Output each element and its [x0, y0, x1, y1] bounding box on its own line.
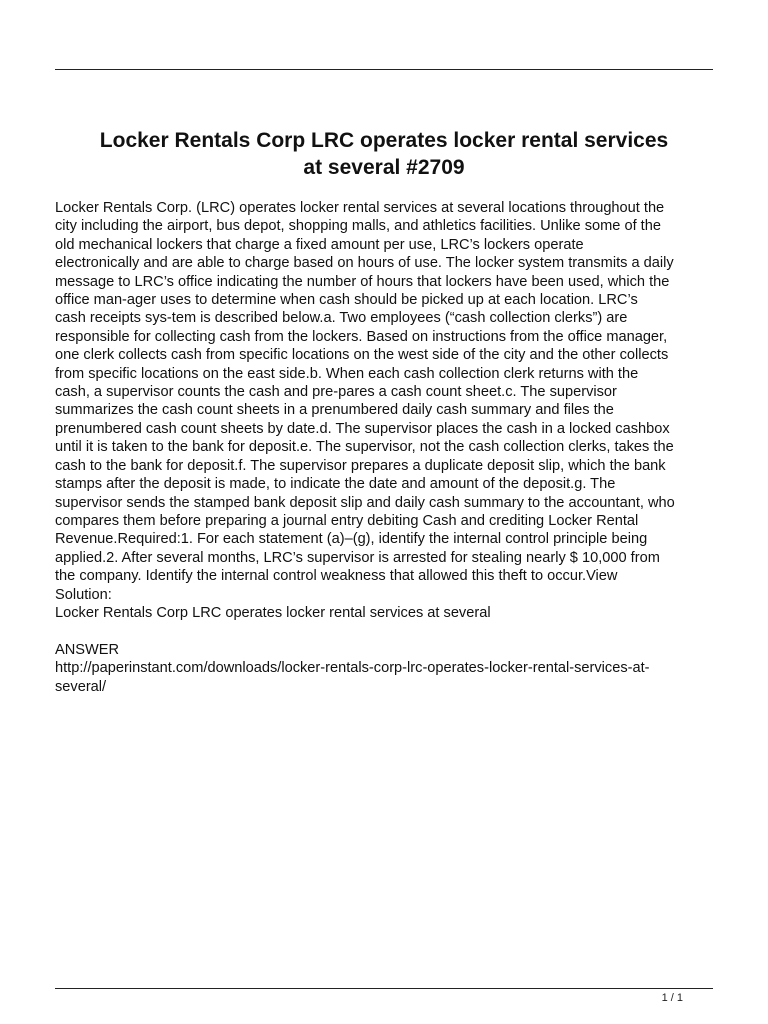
body-line: until it is taken to the bank for deposit.e. The supervisor, not the cash collection clerks, takes the — [55, 439, 674, 456]
answer-link[interactable]: http://paperinstant.com/downloads/locker-rentals-corp-lrc-operates-locker-rental-services-at- — [55, 660, 650, 677]
title-line: at several #2709 — [303, 156, 465, 179]
footer-rule — [55, 988, 713, 989]
body-line: summarizes the cash count sheets in a prenumbered daily cash summary and files the — [55, 402, 614, 419]
body-line: Locker Rentals Corp. (LRC) operates locker rental services at several locations throughout the — [55, 200, 665, 216]
body-line: Revenue.Required:1. For each statement (a)–(g), identify the internal control principle being — [55, 531, 648, 548]
body-line: cash to the bank for deposit.f. The supervisor prepares a duplicate deposit slip, which the bank — [55, 457, 666, 474]
body-line: stamps after the deposit is made, to indicate the date and amount of the deposit.g. The — [55, 476, 616, 493]
title-line: Locker Rentals Corp LRC operates locker rental services — [99, 129, 669, 152]
paragraph-gap — [55, 622, 715, 640]
body-line: compares them before preparing a journal entry debiting Cash and crediting Locker Rental — [55, 512, 639, 529]
body-line: cash, a supervisor counts the cash and pre-pares a cash count sheet.c. The supervisor — [55, 384, 617, 401]
document-title — [55, 127, 713, 181]
answer-label: ANSWER — [55, 641, 120, 658]
body-line: city including the airport, bus depot, shopping malls, and athletics facilities. Unlike some of the — [55, 218, 661, 235]
subtitle-line: Locker Rentals Corp LRC operates locker rental services at several — [55, 604, 491, 621]
body-line: message to LRC’s office indicating the number of hours that lockers have been used, which the — [55, 273, 670, 290]
body-line: applied.2. After several months, LRC’s supervisor is arrested for stealing nearly $ 10,000 from — [55, 549, 660, 566]
answer-link-continued[interactable]: several/ — [55, 678, 107, 695]
body-line: old mechanical lockers that charge a fixed amount per use, LRC’s lockers operate — [55, 236, 584, 253]
page-number: 1 / 1 — [661, 992, 683, 1004]
body-line: Solution: — [55, 586, 112, 603]
body-line: electronically and are able to charge based on hours of use. The locker system transmits a daily — [55, 255, 674, 272]
body-line: supervisor sends the stamped bank deposit slip and daily cash summary to the accountant, who — [55, 494, 675, 511]
body-line: office man-ager uses to determine when cash should be picked up at each location. LRC’s — [55, 292, 638, 309]
body-line: cash receipts sys-tem is described below.a. Two employees (“cash collection clerks”) are — [55, 310, 628, 327]
body-line: prenumbered cash count sheets by date.d. The supervisor places the cash in a locked cashbox — [55, 420, 670, 437]
body-line: from specific locations on the east side.b. When each cash collection clerk returns with the — [55, 365, 639, 382]
body-line: the company. Identify the internal control weakness that allowed this theft to occur.View — [55, 568, 618, 585]
body-line: responsible for collecting cash from the lockers. Based on instructions from the office manager, — [55, 328, 668, 345]
document-body — [55, 199, 715, 696]
header-rule — [55, 69, 713, 70]
body-line: one clerk collects cash from specific locations on the west side of the city and the other collects — [55, 347, 669, 364]
